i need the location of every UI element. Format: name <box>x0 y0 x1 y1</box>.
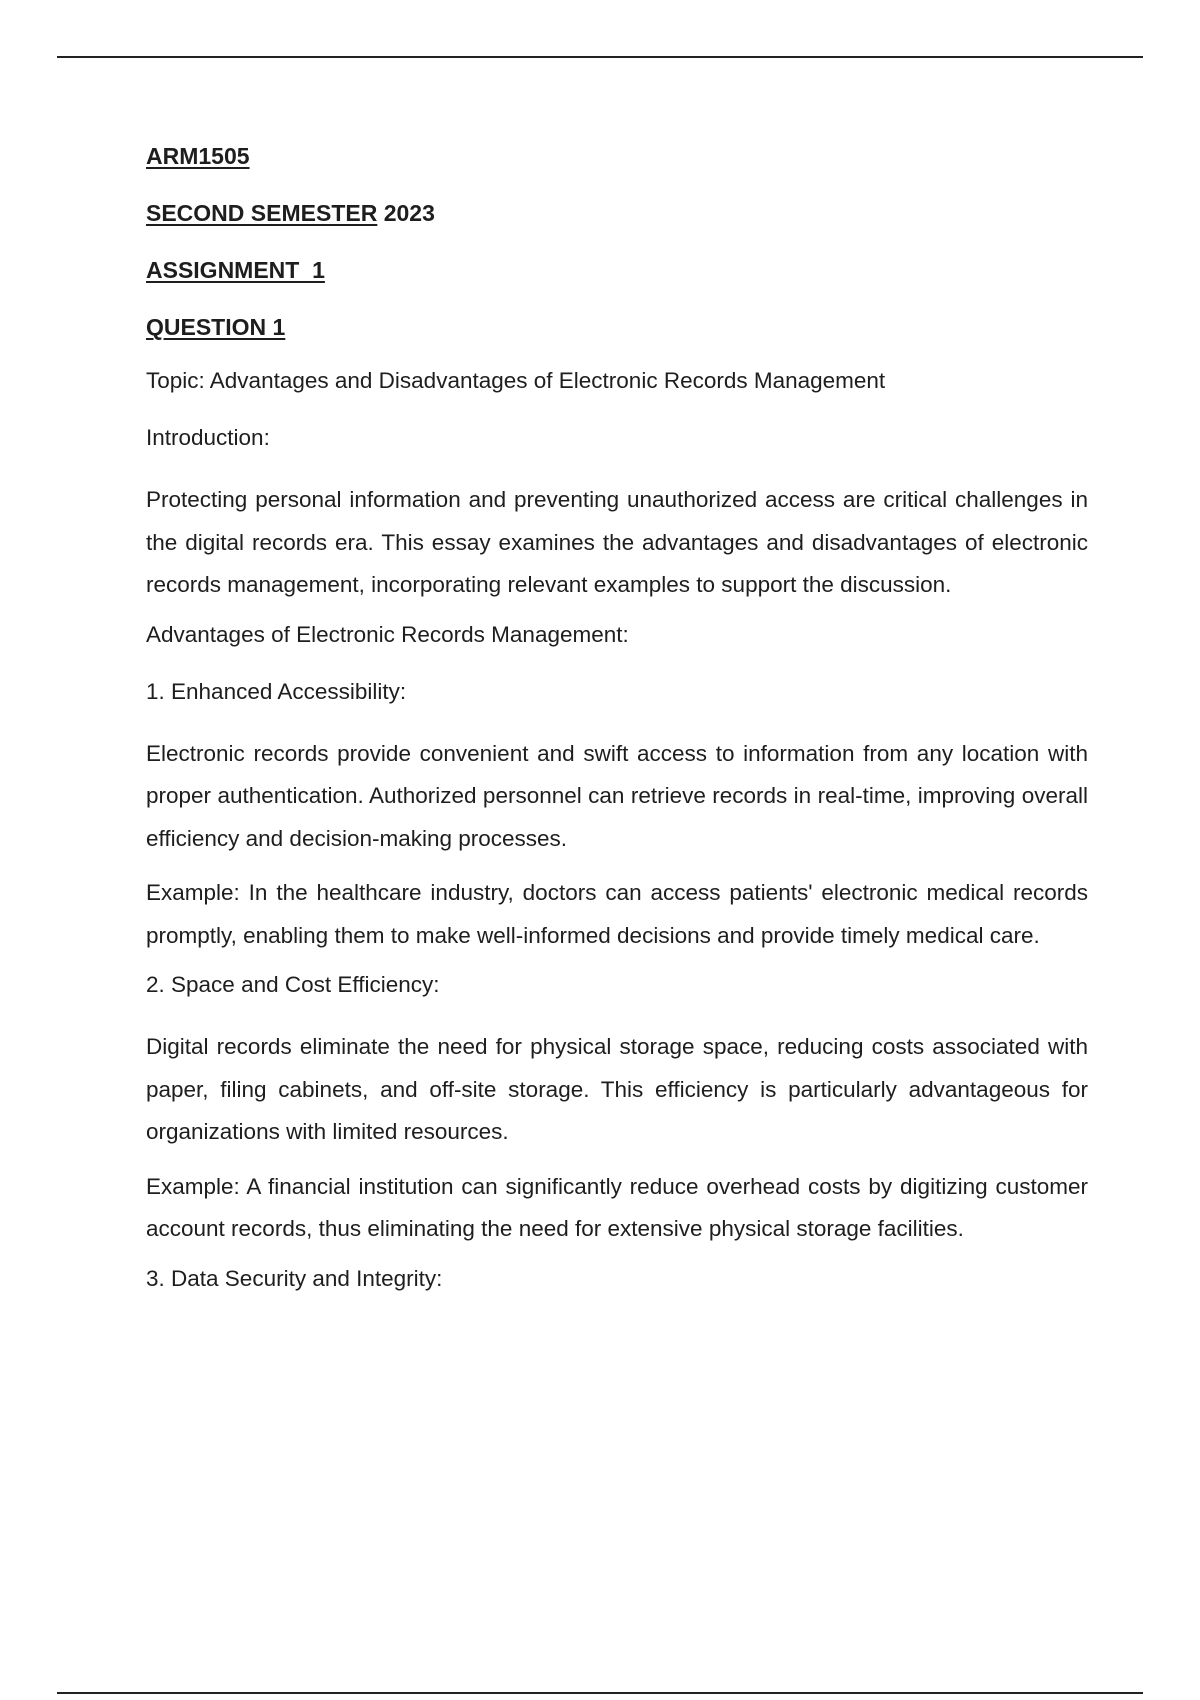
document-page <box>146 140 1088 1320</box>
intro-heading: Introduction: <box>146 425 270 450</box>
section-example: Example: In the healthcare industry, doctors can access patients' electronic medical records promptly, enabling them to make well-informed decisions and provide timely medical care. <box>146 880 1088 948</box>
course-code: ARM1505 <box>146 143 250 169</box>
section-heading: 1. Enhanced Accessibility: <box>146 678 407 704</box>
semester-line <box>146 197 1088 229</box>
section-heading: 3. Data Security and Integrity: <box>146 1265 443 1291</box>
question-title: QUESTION 1 <box>146 314 286 340</box>
assignment-title: ASSIGNMENT 1 <box>146 257 325 283</box>
topic-line: Topic: Advantages and Disadvantages of Electronic Records Management <box>146 368 886 393</box>
advantages-heading: Advantages of Electronic Records Management: <box>146 621 629 647</box>
intro-paragraph: Protecting personal information and preventing unauthorized access are critical challenges in the digital records era. This essay examines the advantages and disadvantages of electronic records management, incorporating relevant examples to support the discussion. <box>146 487 1088 597</box>
semester-year: 2023 <box>383 200 435 226</box>
section-heading: 2. Space and Cost Efficiency: <box>146 972 440 997</box>
section-example: Example: A financial institution can significantly reduce overhead costs by digitizing customer account records, thus eliminating the need for extensive physical storage facilities. <box>146 1173 1088 1241</box>
semester-label: SECOND SEMESTER <box>146 200 378 226</box>
section-paragraph: Digital records eliminate the need for physical storage space, reducing costs associated with paper, filing cabinets, and off-site storage. This efficiency is particularly advantageous for organizations with limited resources. <box>146 1034 1088 1144</box>
top-rule <box>57 56 1143 58</box>
bottom-rule <box>57 1692 1143 1694</box>
section-paragraph: Electronic records provide convenient and swift access to information from any location with proper authentication. Authorized personnel can retrieve records in real-time, improving overall efficiency and decision-making processes. <box>146 740 1088 851</box>
